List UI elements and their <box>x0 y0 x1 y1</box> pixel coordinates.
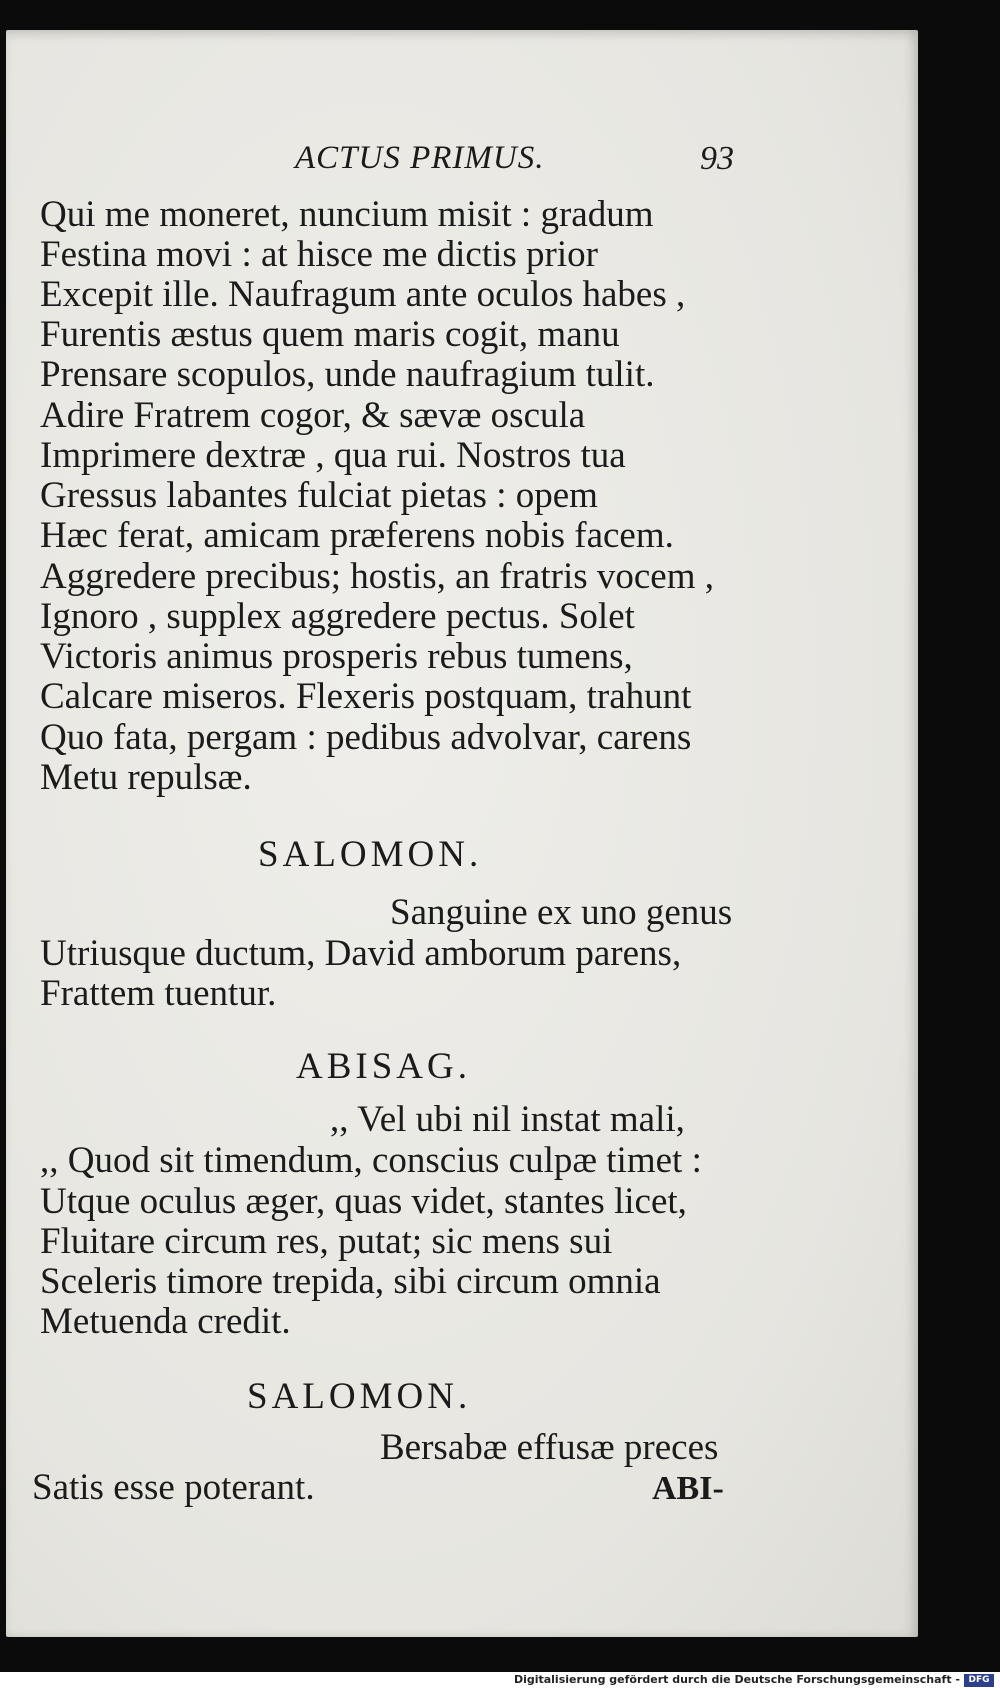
page-text-block <box>32 30 800 1637</box>
verse-line: Adire Fratrem cogor, & sævæ oscula <box>40 395 586 436</box>
book-page <box>6 30 918 1637</box>
dfg-logo-icon: DFG <box>964 1674 994 1687</box>
verse-line: Metu repulsæ. <box>40 757 252 798</box>
verse-line: ,, Quod sit timendum, conscius culpæ timet : <box>40 1140 702 1181</box>
speaker-name: SALOMON. <box>258 834 483 875</box>
verse-line: Metuenda credit. <box>40 1301 291 1342</box>
verse-line: Bersabæ effusæ preces <box>380 1427 719 1468</box>
speaker-name: ABISAG. <box>296 1046 471 1087</box>
verse-line: ,, Vel ubi nil instat mali, <box>330 1099 685 1140</box>
verse-line: Utque oculus æger, quas videt, stantes licet, <box>40 1181 687 1222</box>
verse-line: Qui me moneret, nuncium misit : gradum <box>40 194 654 235</box>
page-number: 93 <box>700 140 734 177</box>
catchword: ABI- <box>652 1470 724 1507</box>
speaker-name: SALOMON. <box>247 1376 472 1417</box>
verse-line: Calcare miseros. Flexeris postquam, trahunt <box>40 676 692 717</box>
verse-line: Sanguine ex uno genus <box>390 892 733 933</box>
verse-line: Victoris animus prosperis rebus tumens, <box>40 636 633 677</box>
footer-credit: Digitalisierung gefördert durch die Deutsche Forschungsgemeinschaft - <box>513 1673 960 1686</box>
verse-line: Aggredere precibus; hostis, an fratris vocem , <box>40 556 715 597</box>
footer-bar <box>0 1672 1000 1690</box>
verse-line: Ignoro , supplex aggredere pectus. Solet <box>40 596 635 637</box>
verse-line: Utriusque ductum, David amborum parens, <box>40 933 682 974</box>
verse-line: Quo fata, pergam : pedibus advolvar, carens <box>40 717 692 758</box>
verse-line: Imprimere dextræ , qua rui. Nostros tua <box>40 435 626 476</box>
running-title: ACTUS PRIMUS. <box>295 140 545 176</box>
verse-line: Prensare scopulos, unde naufragium tulit. <box>40 354 655 395</box>
verse-line: Frattem tuentur. <box>40 973 277 1014</box>
verse-line: Fluitare circum res, putat; sic mens sui <box>40 1221 613 1262</box>
verse-line: Furentis æstus quem maris cogit, manu <box>40 314 620 355</box>
verse-line: Festina movi : at hisce me dictis prior <box>40 234 598 275</box>
verse-line: Excepit ille. Naufragum ante oculos habes , <box>40 274 686 315</box>
verse-line: Sceleris timore trepida, sibi circum omnia <box>40 1261 661 1302</box>
verse-line: Hæc ferat, amicam præferens nobis facem. <box>40 515 674 556</box>
verse-line: Satis esse poterant. <box>32 1467 315 1508</box>
verse-line: Gressus labantes fulciat pietas : opem <box>40 475 598 516</box>
